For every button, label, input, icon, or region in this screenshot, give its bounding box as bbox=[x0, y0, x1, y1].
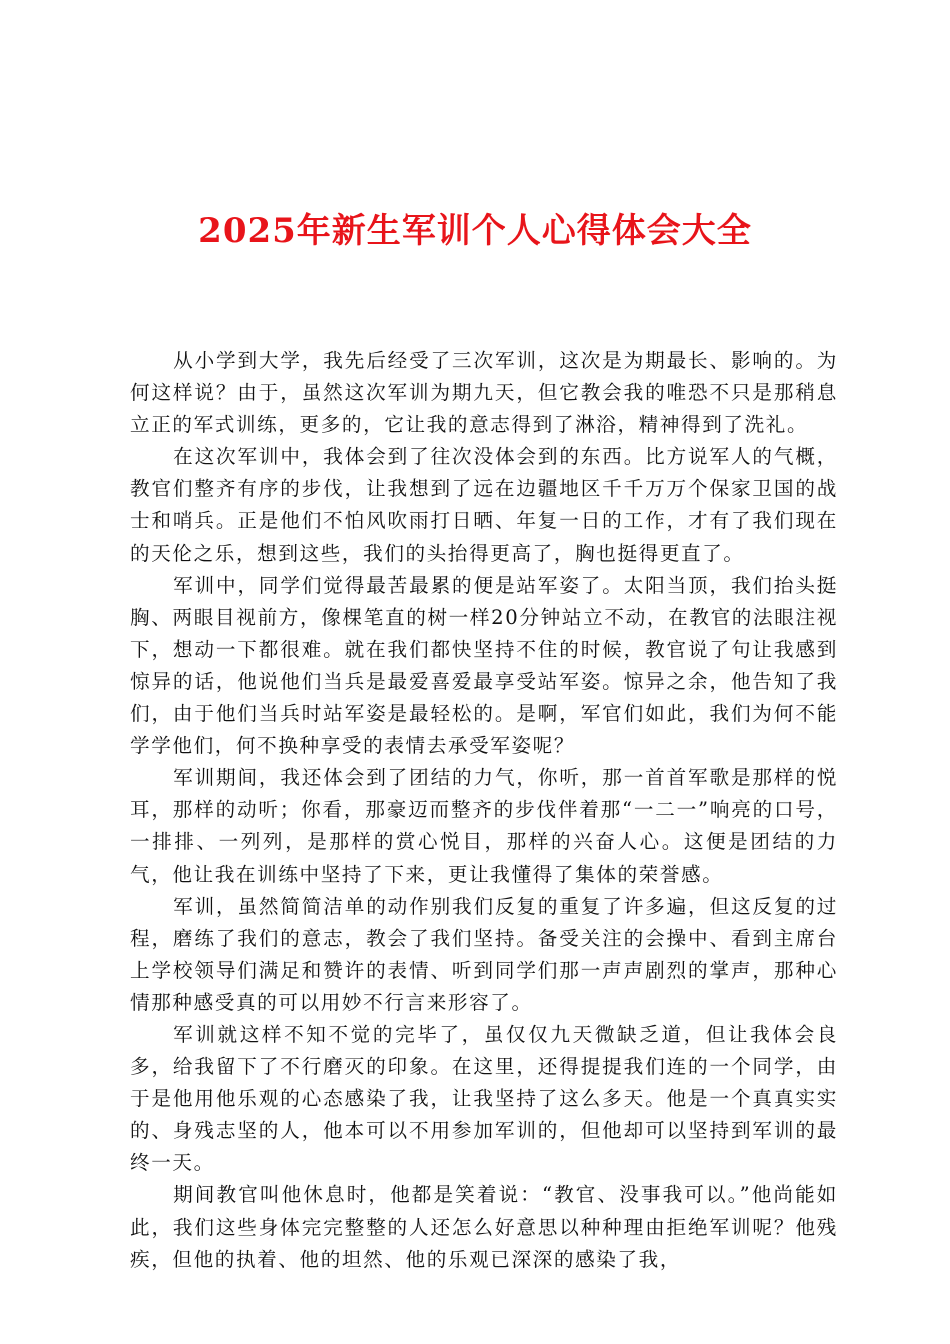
paragraph-3: 军训中，同学们觉得最苦最累的便是站军姿了。太阳当顶，我们抬头挺胸、两眼目视前方，像棵笔直的树一样20分钟站立不动，在教官的法眼注视下，想动一下都很难。就在我们都快坚持不住的时候，教官说了句让我感到惊异的话，他说他们当兵是最爱喜爱最享受站军姿。惊异之余，他告知了我们，由于他们当兵时站军姿是最轻松的。是啊，军官们如此，我们为何不能学学他们，何不换种享受的表情去承受军姿呢？ bbox=[130, 573, 838, 758]
paragraph-5: 军训，虽然简简洁单的动作别我们反复的重复了许多遍，但这反复的过程，磨练了我们的意志，教会了我们坚持。备受关注的会操中、看到主席台上学校领导们满足和赞许的表情、听到同学们那一声声剧烈的掌声，那种心情那种感受真的可以用妙不行言来形容了。 bbox=[130, 894, 838, 1014]
paragraph-2: 在这次军训中，我体会到了往次没体会到的东西。比方说军人的气概，教官们整齐有序的步伐，让我想到了远在边疆地区千千万万个保家卫国的战士和哨兵。正是他们不怕风吹雨打日晒、年复一日的工作，才有了我们现在的天伦之乐，想到这些，我们的头抬得更高了，胸也挺得更直了。 bbox=[130, 445, 838, 565]
paragraph-4: 军训期间，我还体会到了团结的力气，你听，那一首首军歌是那样的悦耳，那样的动听；你看，那豪迈而整齐的步伐伴着那“一二一”响亮的口号，一排排、一列列，是那样的赏心悦目，那样的兴奋人心。这便是团结的力气，他让我在训练中坚持了下来，更让我懂得了集体的荣誉感。 bbox=[130, 766, 838, 886]
document-title: 2025年新生军训个人心得体会大全 bbox=[198, 211, 752, 251]
document-body bbox=[130, 345, 838, 1276]
paragraph-1: 从小学到大学，我先后经受了三次军训，这次是为期最长、影响的。为何这样说？由于，虽然这次军训为期九天，但它教会我的唯恐不只是那稍息立正的军式训练，更多的，它让我的意志得到了淋浴，精神得到了洗礼。 bbox=[130, 349, 838, 437]
paragraph-6: 军训就这样不知不觉的完毕了，虽仅仅九天微缺乏道，但让我体会良多，给我留下了不行磨灭的印象。在这里，还得提提我们连的一个同学，由于是他用他乐观的心态感染了我，让我坚持了这么多天。他是一个真真实实的、身残志坚的人，他本可以不用参加军训的，但他却可以坚持到军训的最终一天。 bbox=[130, 1022, 838, 1175]
paragraph-7: 期间教官叫他休息时，他都是笑着说：“教官、没事我可以。”他尚能如此，我们这些身体完完整整的人还怎么好意思以种种理由拒绝军训呢？他残疾，但他的执着、他的坦然、他的乐观已深深的感染了我， bbox=[130, 1183, 838, 1271]
